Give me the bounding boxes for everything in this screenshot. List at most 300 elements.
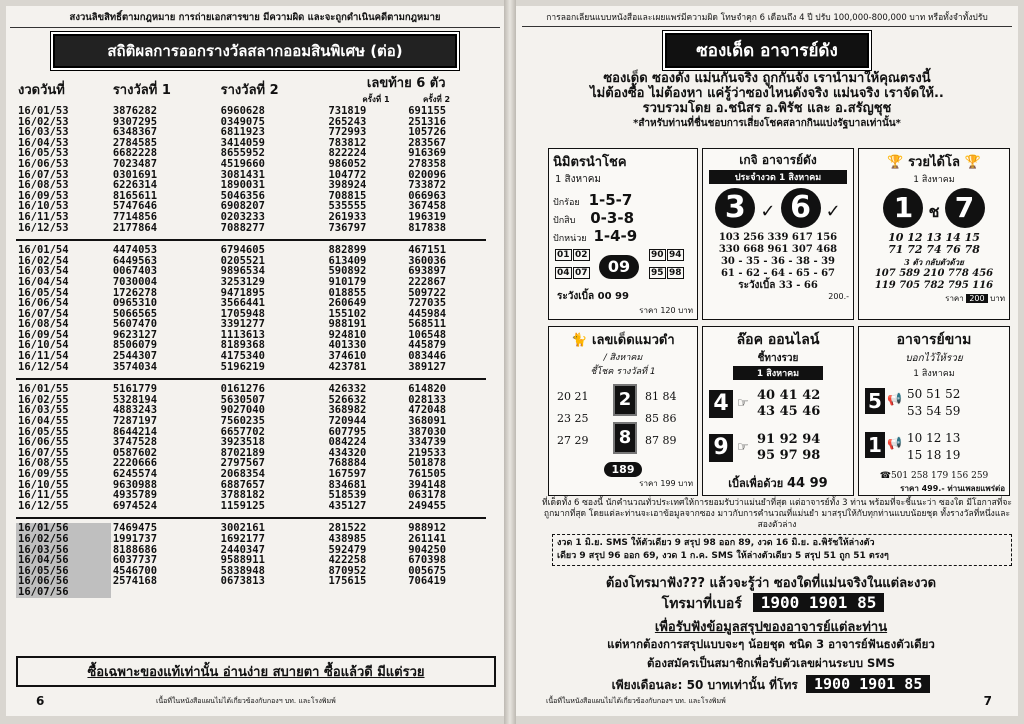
cell-date: 16/10/54 — [18, 339, 69, 352]
number-line: 330 668 961 307 468 — [718, 244, 838, 255]
cell-draw2: 251316 — [408, 115, 447, 128]
card-ruay-dai-lo — [858, 148, 1010, 320]
cell-draw2: 904250 — [408, 543, 447, 556]
card-date: 1 สิงหาคม — [913, 175, 955, 185]
card-lock-online — [702, 326, 854, 496]
card-price — [703, 492, 853, 496]
copyright-notice-right: การลอกเลียนแบบหนังสือและเผยแพร่มีความผิด โทษจำคุก 6 เดือนถึง 4 ปี ปรับ 100,000-800,000 บาท หรือทั้งจำทั้งปรับ — [522, 10, 1012, 27]
cell-draw1: 104772 — [328, 168, 367, 181]
cell-prize1: 3747528 — [112, 436, 158, 449]
cell-draw1 — [326, 587, 406, 598]
cell-draw1: 155102 — [328, 307, 367, 320]
cell-prize1: 1726278 — [112, 286, 158, 299]
cell-prize1: 0965310 — [112, 297, 158, 310]
cell-draw1: 870952 — [328, 564, 367, 577]
cell-prize2: 3391277 — [220, 318, 265, 331]
cell-date: 16/05/53 — [18, 147, 69, 160]
cell-draw2: 445879 — [408, 339, 447, 352]
number-grid — [549, 249, 697, 287]
intro-line-2: ไม่ต้องซื้อ ไม่ต้องหา แค่รู้ว่าซองไหนดังจริง แม่นจริง เราจัดให้.. — [590, 86, 944, 101]
phone-number-2[interactable]: 1900 1901 85 — [806, 675, 930, 693]
cell-prize2: 2440347 — [220, 543, 265, 556]
cell-date: 16/10/55 — [18, 478, 69, 491]
table-row — [16, 587, 486, 598]
cell-draw1: 736797 — [328, 221, 367, 234]
cell-date: 16/03/53 — [18, 126, 69, 139]
sms-line: งวด 1 มิ.ย. SMS ให้ตัวเดียว 9 สรุป 98 ออก 89, งวด 16 มิ.ย. อ.พิรัชให้ล่างตัว — [557, 538, 875, 548]
copyright-notice: สงวนลิขสิทธิ์ตามกฎหมาย การถ่ายเอกสารขาย มีความผิด และจะถูกดำเนินคดีตามกฎหมาย — [10, 10, 500, 28]
table-row — [16, 534, 486, 545]
cell-draw2: 222867 — [408, 275, 447, 288]
cell-draw2: 360036 — [408, 254, 447, 267]
sms-line: เดียว 9 สรุป 96 ออก 69, งวด 1 ก.ค. SMS ให้ล่างตัวเดียว 5 สรุป 51 ถูก 51 ตรงๆ — [557, 551, 889, 561]
watch-row: ระวังเบิ้ล 33 - 66 — [738, 280, 818, 291]
table-row — [16, 159, 486, 170]
call-row — [608, 593, 938, 615]
cell-draw1: 986052 — [328, 157, 367, 170]
grid-num: 07 — [575, 268, 588, 278]
cell-draw2: 368091 — [408, 415, 447, 428]
number-block: 10 12 13 15 18 19 — [907, 431, 961, 462]
cell-draw2: 063178 — [408, 489, 447, 502]
megaphone-icon: 📢 — [887, 392, 902, 406]
check-icon: ✓ — [760, 201, 776, 222]
cell-prize1: 7287197 — [112, 415, 158, 428]
monthly-row — [536, 675, 1006, 695]
cell-prize1: 0067403 — [112, 265, 158, 278]
cell-prize1: 5607470 — [112, 318, 158, 331]
listen-line: เพื่อรับฟังข้อมูลสรุปของอาจารย์แต่ละท่าน — [654, 620, 888, 635]
cell-prize2: 1113613 — [220, 328, 265, 341]
cell-prize2: 1705948 — [220, 307, 265, 320]
cell-prize1: 6245574 — [112, 468, 158, 480]
cell-prize2: 5630507 — [220, 393, 265, 406]
cell-draw2: 278358 — [408, 157, 447, 170]
cell-date: 16/11/55 — [18, 489, 69, 502]
cell-date: 16/04/55 — [18, 415, 69, 428]
separator-cell — [16, 511, 486, 518]
stats-title-banner: สถิติผลการออกรางวัลสลากออมสินพิเศษ (ต่อ) — [53, 34, 457, 68]
cell-prize2: 3414059 — [220, 136, 265, 149]
cell-draw1: 526632 — [328, 393, 367, 406]
cell-prize1: 2784585 — [112, 136, 158, 149]
table-row — [16, 277, 486, 288]
cell-date: 16/02/55 — [18, 393, 69, 406]
cell-draw1: 720944 — [328, 415, 367, 428]
table-row — [16, 223, 486, 234]
cell-prize1: 8644214 — [112, 425, 158, 438]
right-page — [516, 6, 1018, 716]
table-row — [16, 106, 486, 117]
grid-num: 02 — [575, 250, 588, 260]
cell-date: 16/04/53 — [18, 136, 69, 149]
number-block: 50 51 52 53 54 59 — [907, 387, 961, 418]
cell-draw2: 219533 — [408, 446, 447, 459]
number-panel — [703, 386, 853, 474]
cell-date: 16/11/54 — [18, 350, 69, 363]
cell-date: 16/02/53 — [18, 115, 69, 128]
cell-draw1: 924810 — [328, 328, 367, 341]
cell-prize2: 4519660 — [220, 157, 265, 170]
cell-prize1: 2177864 — [112, 221, 158, 234]
cell-prize1: 6037737 — [112, 554, 158, 567]
number-line: 30 - 35 - 36 - 38 - 39 — [720, 256, 836, 267]
cell-date: 16/06/53 — [18, 157, 69, 170]
cell-date: 16/06/54 — [18, 297, 69, 310]
cell-draw1: 882899 — [328, 244, 367, 257]
badge-number: 189 — [604, 462, 643, 477]
intro-line-3: รวบรวมโดย อ.ชนิสร อ.พิรัช และ อ.สรัญชุช — [642, 101, 892, 116]
feature-digit: 6 — [781, 188, 821, 228]
cell-prize2: 8702189 — [220, 446, 265, 459]
cell-draw2: 509722 — [408, 286, 447, 299]
cell-prize1: 5161779 — [112, 383, 158, 396]
card-date: / สิงหาคม — [603, 353, 643, 363]
cell-date: 16/02/54 — [18, 254, 69, 267]
cell-prize2: 9027040 — [220, 404, 265, 417]
feature-digit: 1 — [865, 432, 885, 458]
cell-draw2: 367458 — [408, 200, 447, 213]
cell-prize2: 7560235 — [220, 415, 265, 428]
cell-draw1: 398924 — [328, 179, 367, 192]
cell-prize2: 3081431 — [220, 168, 265, 181]
cell-draw2: 472048 — [408, 404, 447, 417]
card-title: อาจารย์ขาม — [896, 332, 972, 348]
cell-draw2: 670398 — [408, 554, 447, 567]
number-panel — [549, 382, 697, 458]
cell-prize1: 3574034 — [112, 360, 158, 373]
number-line: 71 72 74 76 78 — [888, 243, 980, 256]
cell-prize1: 1991737 — [112, 532, 158, 545]
page-number-right: 7 — [983, 694, 992, 708]
cell-draw2: 106548 — [408, 328, 447, 341]
cell-prize1: 7714856 — [112, 210, 158, 223]
cell-prize2: 6908207 — [220, 200, 265, 213]
footnote-right: เนื้อที่ในหนังสือแผนไม่ได้เกี่ยวข้องกับกองฯ บท. และโรงพิมพ์ — [546, 697, 726, 705]
cell-prize2: 0205521 — [220, 254, 265, 267]
cell-draw1: 265243 — [328, 115, 367, 128]
cell-prize2: 6657702 — [220, 425, 265, 438]
cell-draw1: 822224 — [328, 147, 367, 160]
cell-date: 16/08/54 — [18, 318, 69, 331]
number-line: ☎501 258 179 156 259 — [879, 471, 989, 481]
header-prize1: รางวัลที่ 1 — [112, 82, 171, 98]
cell-prize1: 7030004 — [112, 275, 158, 288]
header-last6 — [326, 72, 486, 106]
cell-prize2: 8189368 — [220, 339, 265, 352]
cell-draw1: 175615 — [328, 575, 367, 588]
cell-date: 16/09/54 — [18, 328, 69, 341]
header-date: งวดวันที่ — [18, 82, 65, 98]
cell-prize2: 2797567 — [220, 457, 265, 470]
cell-date: 16/05/54 — [18, 286, 69, 299]
cell-prize2: 3253129 — [220, 275, 265, 288]
cell-prize1: 9623127 — [112, 328, 158, 341]
cell-date: 16/05/56 — [16, 566, 111, 577]
card-price: ราคา 199 บาท — [639, 479, 693, 488]
cell-draw1: 261933 — [328, 210, 367, 223]
cell-prize1: 6682228 — [112, 147, 158, 160]
cell-date: 16/10/53 — [18, 200, 69, 213]
cell-draw1: 592479 — [328, 543, 367, 556]
separator-cell — [16, 233, 486, 240]
cell-date: 16/07/54 — [18, 307, 69, 320]
cell-draw1: 910179 — [328, 275, 367, 288]
cell-prize2: 4175340 — [220, 350, 265, 363]
cell-prize1: 6449563 — [112, 254, 158, 267]
number-line: 107 589 210 778 456 — [874, 268, 994, 279]
cell-draw1: 423781 — [328, 360, 367, 373]
cell-draw1: 613409 — [328, 254, 367, 267]
megaphone-icon: 📢 — [887, 436, 902, 450]
cell-draw2: 568511 — [408, 318, 447, 331]
table-row — [16, 469, 486, 480]
cell-prize1: 7023487 — [112, 157, 158, 170]
cell-draw1: 783812 — [328, 136, 367, 149]
phone-number[interactable]: 1900 1901 85 — [753, 593, 885, 612]
cell-draw2: 261141 — [408, 532, 447, 545]
cell-date: 16/04/56 — [16, 555, 111, 566]
cell-prize2: 5838948 — [220, 564, 265, 577]
cell-date: 16/09/55 — [18, 468, 69, 480]
feature-digit: 8 — [613, 422, 637, 454]
group-separator — [16, 233, 486, 240]
feature-digits — [859, 188, 1009, 228]
cell-prize2: 0203233 — [220, 210, 265, 223]
sms-history-box — [552, 534, 1012, 566]
cell-prize1: 0301691 — [112, 168, 158, 181]
call-label: โทรมาที่เบอร์ — [661, 596, 742, 612]
cell-prize1: 6348367 — [112, 126, 158, 139]
cell-prize2: 8655952 — [220, 147, 265, 160]
card-keji-ajarn-dang — [702, 148, 854, 320]
grid-num: 98 — [669, 268, 682, 278]
card-title: 🐈 เลขเด็ดแมวดำ — [571, 333, 675, 348]
cell-prize1: 5747646 — [112, 200, 158, 213]
cell-prize2: 7088277 — [220, 221, 265, 234]
cell-date: 16/05/55 — [18, 425, 69, 438]
want-line: แต่หากต้องการสรุปแบบจะๆ น้อยชุด ชนิด 3 อาจารย์ฟันธงตัวเดียว — [607, 637, 935, 651]
table-row — [16, 501, 486, 512]
card-ajarn-kham — [858, 326, 1010, 496]
cell-draw1: 708815 — [328, 189, 367, 202]
left-page — [6, 6, 504, 716]
feature-digit: 9 — [709, 434, 733, 462]
cell-prize1: 4883243 — [112, 404, 158, 417]
cell-draw1: 607795 — [328, 425, 367, 438]
cell-prize2: 1159125 — [220, 499, 265, 512]
cell-draw2: 083446 — [408, 350, 447, 363]
results-body — [16, 106, 486, 598]
cell-draw2: 283567 — [408, 136, 447, 149]
cell-date: 16/12/54 — [18, 360, 69, 373]
cell-prize1: 3876282 — [112, 105, 158, 117]
cell-date: 16/03/56 — [16, 545, 111, 556]
intro-block — [516, 71, 1018, 131]
check-icon: ✓ — [825, 201, 841, 222]
card-price: ราคา 120 บาท — [639, 306, 693, 315]
cell-prize1: 6226314 — [112, 179, 158, 192]
cell-prize2: 0673813 — [220, 575, 265, 588]
feature-digit: 1 — [883, 188, 923, 228]
cell-draw1: 368982 — [328, 404, 367, 417]
cell-draw1: 535555 — [328, 200, 367, 213]
cell-draw2 — [406, 587, 486, 598]
header-last6-label: เลขท้าย 6 ตัว — [366, 76, 446, 91]
table-row — [16, 212, 486, 223]
grid-num: 95 — [651, 268, 664, 278]
feature-digit: 5 — [865, 388, 885, 414]
cell-date: 16/01/54 — [18, 244, 69, 257]
cell-date: 16/07/56 — [16, 587, 111, 598]
pointing-hand-icon: ☞ — [737, 396, 749, 411]
cell-date: 16/01/55 — [18, 383, 69, 396]
cell-prize2 — [219, 587, 327, 598]
separator-cell — [16, 372, 486, 379]
cell-prize2: 3566441 — [220, 297, 265, 310]
card-price: ราคา 499.- ท่านเพลยแพร่ต่อ — [900, 484, 1005, 493]
cell-draw2: 387030 — [408, 425, 447, 438]
pick-row-hundreds: ปักรัอย 1-5-7 — [553, 191, 633, 209]
monthly-label: เพียงเดือนละ: 50 บาทเท่านั้น ที่โทร — [611, 678, 798, 692]
grid-num: 01 — [557, 250, 570, 260]
mid-glyph: ช — [928, 202, 940, 221]
cell-prize2: 5196219 — [220, 360, 265, 373]
cell-draw1: 084224 — [328, 436, 367, 449]
cell-prize1: 8165611 — [112, 189, 158, 202]
feature-digit: 4 — [709, 390, 733, 418]
pointing-hand-icon: ☞ — [737, 440, 749, 455]
cell-draw2: 727035 — [408, 297, 447, 310]
cell-draw2: 066963 — [408, 189, 447, 202]
center-number: 09 — [599, 255, 639, 279]
number-block: 40 41 42 43 45 46 — [757, 388, 821, 419]
note-line: 3 ตัว กลับตัวด้วย — [904, 257, 964, 267]
card-title: เกจิ อาจารย์ดัง — [739, 153, 817, 167]
number-line: 119 705 782 795 116 — [874, 280, 994, 291]
cell-prize2: 9588911 — [220, 554, 265, 567]
question-line: ต้องโทรมาฟัง??? แล้วจะรู้ว่า ซองใดที่แม่นจริงในแต่ละงวด — [605, 576, 937, 591]
watch-row: ระวังเบิ้ล 00 99 — [557, 291, 629, 302]
cell-draw1: 834681 — [328, 478, 367, 491]
cell-prize2: 6794605 — [220, 244, 265, 257]
lottery-results-table — [16, 72, 486, 598]
cell-draw2: 691155 — [408, 105, 447, 117]
cell-draw2: 988912 — [408, 522, 447, 535]
cell-prize1: 5328194 — [112, 393, 158, 406]
cell-prize1: 2574168 — [112, 575, 158, 588]
cell-prize2: 6887657 — [220, 478, 265, 491]
cell-date: 16/09/53 — [18, 189, 69, 202]
grid-num: 94 — [669, 250, 682, 260]
cell-draw1: 590892 — [328, 265, 367, 278]
watch-row: เบิ้ลเพื่อด้วย 44 99 — [728, 476, 828, 491]
card-price: 200.- — [828, 292, 849, 301]
pick-row-tens: ปักสิบ 0-3-8 — [553, 209, 635, 227]
book-spine — [504, 0, 516, 724]
cell-draw1: 018855 — [328, 286, 367, 299]
cell-date: 16/12/55 — [18, 499, 69, 512]
group-separator — [16, 511, 486, 518]
number-block: 91 92 94 95 97 98 — [757, 432, 821, 463]
intro-line-4: *สำหรับท่านที่ชื่นชอบการเสี่ยงโชคสลากกินแบ่งรัฐบาลเท่านั้น* — [633, 118, 901, 129]
table-row — [16, 362, 486, 373]
cell-date: 16/06/56 — [16, 576, 111, 587]
cell-draw1: 435127 — [328, 499, 367, 512]
cell-draw2: 020096 — [408, 168, 447, 181]
card-subtitle: ประจำงวด 1 สิงหาคม — [709, 170, 847, 184]
feature-digit: 2 — [613, 384, 637, 416]
cell-prize2: 6811923 — [220, 126, 265, 139]
cell-draw1: 988191 — [328, 318, 367, 331]
card-date: 1 สิงหาคม — [733, 366, 823, 380]
cell-draw2: 693897 — [408, 265, 447, 278]
cell-draw1: 768884 — [328, 457, 367, 470]
cell-draw2: 706419 — [408, 575, 447, 588]
cell-date: 16/07/55 — [18, 446, 69, 459]
cell-prize2: 9896534 — [220, 265, 265, 278]
cell-prize2: 0161276 — [220, 383, 265, 396]
header-prize2: รางวัลที่ 2 — [220, 82, 279, 98]
cell-date: 16/01/56 — [16, 523, 111, 534]
cell-date: 16/07/53 — [18, 168, 69, 181]
cell-prize2: 5046356 — [220, 189, 265, 202]
cell-draw1: 167597 — [328, 468, 367, 480]
cat-icon: 🐈 — [571, 333, 588, 348]
cell-prize1 — [111, 587, 219, 598]
grid-num: 04 — [557, 268, 570, 278]
cell-draw1: 731819 — [328, 105, 367, 117]
cell-prize1: 4935789 — [112, 489, 158, 502]
cell-prize1: 9630988 — [112, 478, 158, 491]
cell-prize2: 3923518 — [220, 436, 265, 449]
cell-date: 16/03/54 — [18, 265, 69, 278]
footnote-left: เนื้อที่ในหนังสือแผนไม่ได้เกี่ยวข้องกับกองฯ บท. และโรงพิมพ์ — [156, 697, 336, 705]
card-title: นิมิตรนำโชค — [553, 155, 627, 170]
cell-prize2: 1890031 — [220, 179, 265, 192]
cell-draw1: 426332 — [328, 383, 367, 396]
cell-draw1: 438985 — [328, 532, 367, 545]
cell-draw2: 334739 — [408, 436, 447, 449]
badge-row — [549, 458, 697, 477]
cell-draw2: 761505 — [408, 468, 447, 480]
number-line: 103 256 339 617 156 — [718, 232, 838, 243]
cell-date: 16/06/55 — [18, 436, 69, 449]
cell-draw2: 733872 — [408, 179, 447, 192]
cell-draw2: 445984 — [408, 307, 447, 320]
pick-row-units: ปักหน่วย 1-4-9 — [553, 227, 638, 245]
card-sub: ชี้โชค รางวัลที่ 1 — [590, 367, 656, 377]
cell-draw1: 422258 — [328, 554, 367, 567]
card-black-cat — [548, 326, 698, 496]
cell-draw2: 501878 — [408, 457, 447, 470]
cell-draw2: 614820 — [408, 383, 447, 396]
table-header-row — [16, 72, 486, 106]
page-number-left: 6 — [36, 694, 45, 708]
card-title: ล๊อค ออนไลน์ — [736, 332, 820, 348]
cell-prize1: 0587602 — [112, 446, 158, 459]
cell-prize2: 2068354 — [220, 468, 265, 480]
trophy-icon: 🏆 — [887, 155, 904, 170]
cell-draw2: 249455 — [408, 499, 447, 512]
cell-draw2: 105726 — [408, 126, 447, 139]
cell-date: 16/03/55 — [18, 404, 69, 417]
cell-draw2: 916369 — [408, 147, 447, 160]
cell-prize1: 4546700 — [112, 564, 158, 577]
feature-digit: 3 — [715, 188, 755, 228]
cell-prize1: 2544307 — [112, 350, 158, 363]
cell-draw1: 281522 — [328, 522, 367, 535]
